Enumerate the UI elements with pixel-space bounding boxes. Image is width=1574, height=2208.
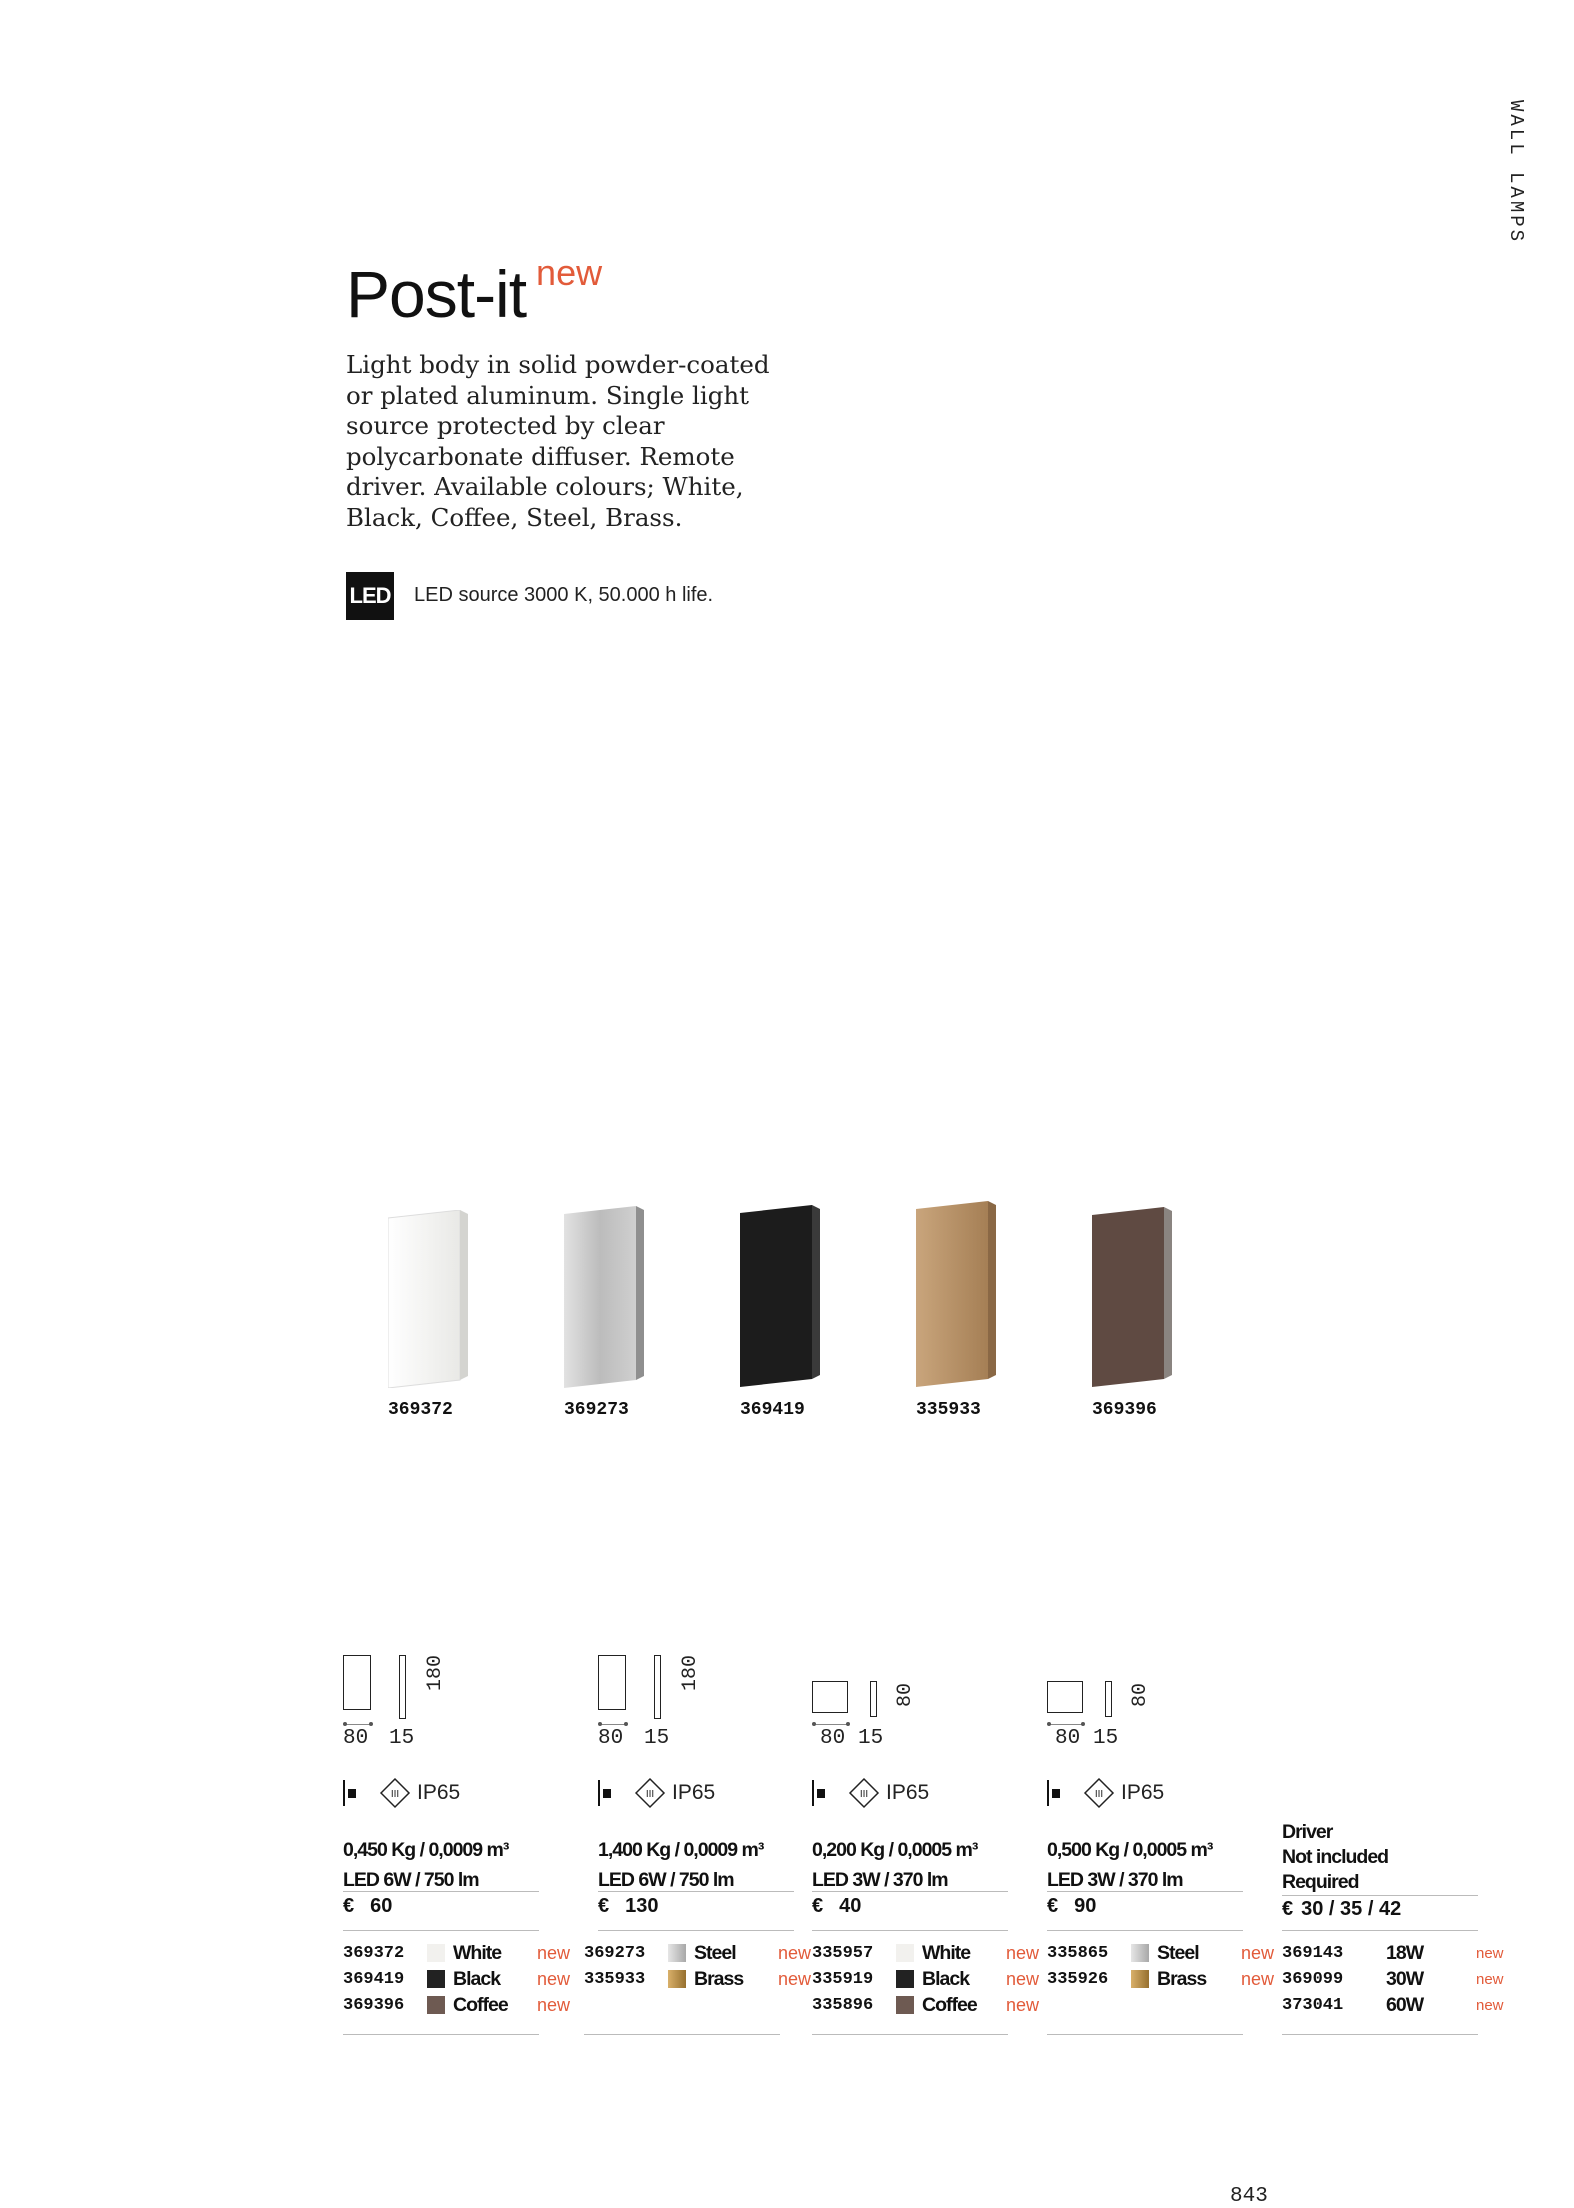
ip-rating: IP65 — [1121, 1781, 1165, 1804]
lamp-black-icon — [740, 1205, 824, 1387]
product-image-white — [388, 1210, 472, 1393]
spec-column-3 — [812, 1655, 1040, 2016]
dimension-line — [600, 1724, 626, 1725]
color-swatch — [668, 1944, 686, 1962]
variant-color: Steel — [694, 1941, 736, 1964]
page-number: 843 — [1230, 2185, 1268, 2208]
variant-code: 335926 — [1047, 1969, 1109, 1989]
lamp-white-icon — [388, 1210, 472, 1388]
front-outline — [1047, 1681, 1083, 1713]
dimension-dot — [812, 1722, 816, 1726]
price-value: 60 — [370, 1895, 393, 1917]
driver-code: 373041 — [1282, 1995, 1344, 2015]
variant-list — [1047, 1940, 1277, 1992]
dimension-dot — [369, 1722, 373, 1726]
variant-row — [1047, 1940, 1277, 1966]
dimension-height: 80 — [1129, 1683, 1152, 1708]
dimension-width: 80 — [598, 1727, 624, 1750]
new-badge: new — [1241, 1942, 1275, 1963]
icons-row — [343, 1778, 460, 1808]
divider — [343, 2034, 539, 2035]
driver-heading — [1282, 1820, 1388, 1895]
wall-mount-icon — [598, 1780, 612, 1806]
class-3-icon — [379, 1777, 411, 1809]
spec-column-2 — [584, 1655, 812, 1990]
divider — [1282, 1895, 1478, 1896]
product-image-black — [740, 1205, 824, 1392]
variant-code: 369419 — [343, 1969, 405, 1989]
dimension-dot — [846, 1722, 850, 1726]
color-swatch — [668, 1970, 686, 1988]
svg-text:III: III — [859, 1789, 869, 1800]
variant-row — [812, 1992, 1042, 2018]
dimension-height: 180 — [679, 1655, 702, 1692]
driver-wattage: 60W — [1386, 1993, 1424, 2016]
price-value: 30 / 35 / 42 — [1301, 1898, 1402, 1920]
product-name: Post-it — [346, 257, 527, 331]
price-value: 90 — [1074, 1895, 1097, 1917]
new-badge: new — [537, 1994, 571, 2015]
front-outline — [343, 1655, 371, 1710]
spec-column-4 — [1047, 1655, 1275, 1990]
color-swatch — [896, 1996, 914, 2014]
front-outline — [812, 1681, 848, 1713]
variant-row — [1047, 1966, 1277, 1992]
side-outline — [870, 1681, 877, 1717]
variant-code: 335865 — [1047, 1943, 1109, 1963]
driver-row — [1282, 1940, 1512, 1966]
ip-rating: IP65 — [417, 1781, 461, 1804]
product-code: 369273 — [564, 1400, 629, 1420]
product-image-steel — [564, 1206, 648, 1393]
variant-list — [584, 1940, 814, 1992]
driver-code: 369099 — [1282, 1969, 1344, 1989]
dimension-depth: 15 — [389, 1727, 415, 1750]
icons-row — [812, 1778, 929, 1808]
color-swatch — [896, 1970, 914, 1988]
dimension-line — [345, 1724, 371, 1725]
variant-code: 369396 — [343, 1995, 405, 2015]
price — [598, 1895, 659, 1918]
variant-code: 335957 — [812, 1943, 874, 1963]
new-badge: new — [1241, 1968, 1275, 1989]
dimension-width: 80 — [820, 1727, 846, 1750]
price — [812, 1895, 861, 1918]
dimension-height: 80 — [894, 1683, 917, 1708]
dimension-dot — [1047, 1722, 1051, 1726]
spec-column-1 — [343, 1655, 571, 2016]
variant-list — [343, 1940, 573, 2018]
price — [1282, 1898, 1401, 1921]
side-outline — [654, 1655, 661, 1719]
driver-wattage: 18W — [1386, 1941, 1424, 1964]
wall-mount-icon — [1047, 1780, 1061, 1806]
variant-code: 335933 — [584, 1969, 646, 1989]
dimension-dot — [598, 1722, 602, 1726]
led-power: LED 3W / 370 lm — [812, 1869, 948, 1891]
icons-row — [598, 1778, 715, 1808]
dimension-width: 80 — [1055, 1727, 1081, 1750]
color-swatch — [427, 1970, 445, 1988]
side-outline — [1105, 1681, 1112, 1717]
front-outline — [598, 1655, 626, 1710]
new-badge: new — [1006, 1942, 1040, 1963]
new-badge: new — [778, 1968, 812, 1989]
class-3-icon — [848, 1777, 880, 1809]
color-swatch — [427, 1996, 445, 2014]
lamp-steel-icon — [564, 1206, 648, 1388]
product-description: Light body in solid powder-coated or plated aluminum. Single light source protected by clear polycarbonate diffuser. Remote driver. Available colours; White, Black, Coffee, Steel, Brass. — [346, 350, 770, 532]
driver-label: Driver — [1282, 1821, 1333, 1843]
led-source-info: LED source 3000 K, 50.000 h life. — [414, 584, 714, 606]
price — [1047, 1895, 1096, 1918]
variant-code: 335919 — [812, 1969, 874, 1989]
dimension-line — [814, 1724, 848, 1725]
wall-mount-icon — [343, 1780, 357, 1806]
dimension-line — [1049, 1724, 1083, 1725]
divider — [598, 1930, 794, 1931]
divider — [598, 1891, 794, 1892]
color-swatch — [896, 1944, 914, 1962]
product-image-coffee — [1092, 1207, 1176, 1392]
dimension-depth: 15 — [644, 1727, 670, 1750]
divider — [584, 2034, 780, 2035]
divider — [1282, 1930, 1478, 1931]
variant-color: Coffee — [453, 1993, 508, 2016]
new-badge: new — [778, 1942, 812, 1963]
divider — [812, 2034, 1008, 2035]
lamp-coffee-icon — [1092, 1207, 1176, 1387]
color-swatch — [1131, 1944, 1149, 1962]
currency: € — [598, 1895, 610, 1917]
product-image-brass — [916, 1201, 1000, 1392]
variant-code: 369273 — [584, 1943, 646, 1963]
variant-color: White — [922, 1941, 971, 1964]
divider — [1047, 1930, 1243, 1931]
variant-color: Coffee — [922, 1993, 977, 2016]
weight-volume: 1,400 Kg / 0,0009 m³ — [598, 1839, 764, 1861]
variant-row — [584, 1940, 814, 1966]
price-value: 130 — [625, 1895, 659, 1917]
variant-code: 369372 — [343, 1943, 405, 1963]
currency: € — [1047, 1895, 1059, 1917]
new-badge: new — [537, 1942, 571, 1963]
svg-text:III: III — [1094, 1789, 1104, 1800]
svg-text:III: III — [645, 1789, 655, 1800]
spec-text — [598, 1835, 763, 1895]
new-badge: new — [536, 252, 603, 293]
color-swatch — [427, 1944, 445, 1962]
dimension-dot — [1081, 1722, 1085, 1726]
ip-rating: IP65 — [672, 1781, 716, 1804]
divider — [1047, 1891, 1243, 1892]
variant-row — [343, 1940, 573, 1966]
side-outline — [399, 1655, 406, 1719]
currency: € — [1282, 1898, 1294, 1920]
spec-text — [812, 1835, 977, 1895]
weight-volume: 0,200 Kg / 0,0005 m³ — [812, 1839, 978, 1861]
page-title — [346, 252, 602, 332]
divider — [812, 1891, 1008, 1892]
dimension-depth: 15 — [858, 1727, 884, 1750]
dimension-dot — [343, 1722, 347, 1726]
variant-color: Steel — [1157, 1941, 1199, 1964]
price-value: 40 — [839, 1895, 862, 1917]
wall-mount-icon — [812, 1780, 826, 1806]
lamp-brass-icon — [916, 1201, 1000, 1387]
led-power: LED 6W / 750 lm — [598, 1869, 734, 1891]
driver-code: 369143 — [1282, 1943, 1344, 1963]
section-label: WALL LAMPS — [1505, 100, 1527, 245]
new-badge: new — [1476, 1996, 1504, 2014]
product-code: 369419 — [740, 1400, 805, 1420]
ip-rating: IP65 — [886, 1781, 930, 1804]
price — [343, 1895, 392, 1918]
spec-text — [343, 1835, 508, 1895]
variant-row — [812, 1966, 1042, 1992]
new-badge: new — [537, 1968, 571, 1989]
variant-list — [812, 1940, 1042, 2018]
variant-color: White — [453, 1941, 502, 1964]
variant-color: Black — [453, 1967, 501, 1990]
divider — [343, 1891, 539, 1892]
driver-row — [1282, 1966, 1512, 1992]
dimension-dot — [624, 1722, 628, 1726]
product-code: 369396 — [1092, 1400, 1157, 1420]
product-code: 369372 — [388, 1400, 453, 1420]
variant-color: Black — [922, 1967, 970, 1990]
currency: € — [343, 1895, 355, 1917]
dimension-diagram — [343, 1655, 539, 1750]
driver-list — [1282, 1940, 1512, 2018]
new-badge: new — [1006, 1994, 1040, 2015]
divider — [812, 1930, 1008, 1931]
weight-volume: 0,500 Kg / 0,0005 m³ — [1047, 1839, 1213, 1861]
driver-status: Not included — [1282, 1846, 1389, 1868]
class-3-icon — [634, 1777, 666, 1809]
led-power: LED 3W / 370 lm — [1047, 1869, 1183, 1891]
driver-wattage: 30W — [1386, 1967, 1424, 1990]
new-badge: new — [1476, 1970, 1504, 1988]
weight-volume: 0,450 Kg / 0,0009 m³ — [343, 1839, 509, 1861]
spec-text — [1047, 1835, 1212, 1895]
variant-code: 335896 — [812, 1995, 874, 2015]
class-3-icon — [1083, 1777, 1115, 1809]
divider — [1047, 2034, 1243, 2035]
dimension-width: 80 — [343, 1727, 369, 1750]
dimension-diagram — [812, 1655, 1008, 1750]
variant-color: Brass — [1157, 1967, 1207, 1990]
icons-row — [1047, 1778, 1164, 1808]
dimension-diagram — [1047, 1655, 1243, 1750]
variant-row — [343, 1966, 573, 1992]
driver-requirement: Required — [1282, 1871, 1359, 1893]
new-badge: new — [1006, 1968, 1040, 1989]
new-badge: new — [1476, 1944, 1504, 1962]
dimension-diagram — [598, 1655, 794, 1750]
driver-row — [1282, 1992, 1512, 2018]
variant-row — [343, 1992, 573, 2018]
led-power: LED 6W / 750 lm — [343, 1869, 479, 1891]
svg-text:III: III — [390, 1789, 400, 1800]
variant-color: Brass — [694, 1967, 744, 1990]
product-code: 335933 — [916, 1400, 981, 1420]
dimension-depth: 15 — [1093, 1727, 1119, 1750]
color-swatch — [1131, 1970, 1149, 1988]
variant-row — [812, 1940, 1042, 1966]
variant-row — [584, 1966, 814, 1992]
divider — [343, 1930, 539, 1931]
dimension-height: 180 — [424, 1655, 447, 1692]
divider — [1282, 2034, 1478, 2035]
led-icon: LED — [346, 572, 394, 620]
currency: € — [812, 1895, 824, 1917]
